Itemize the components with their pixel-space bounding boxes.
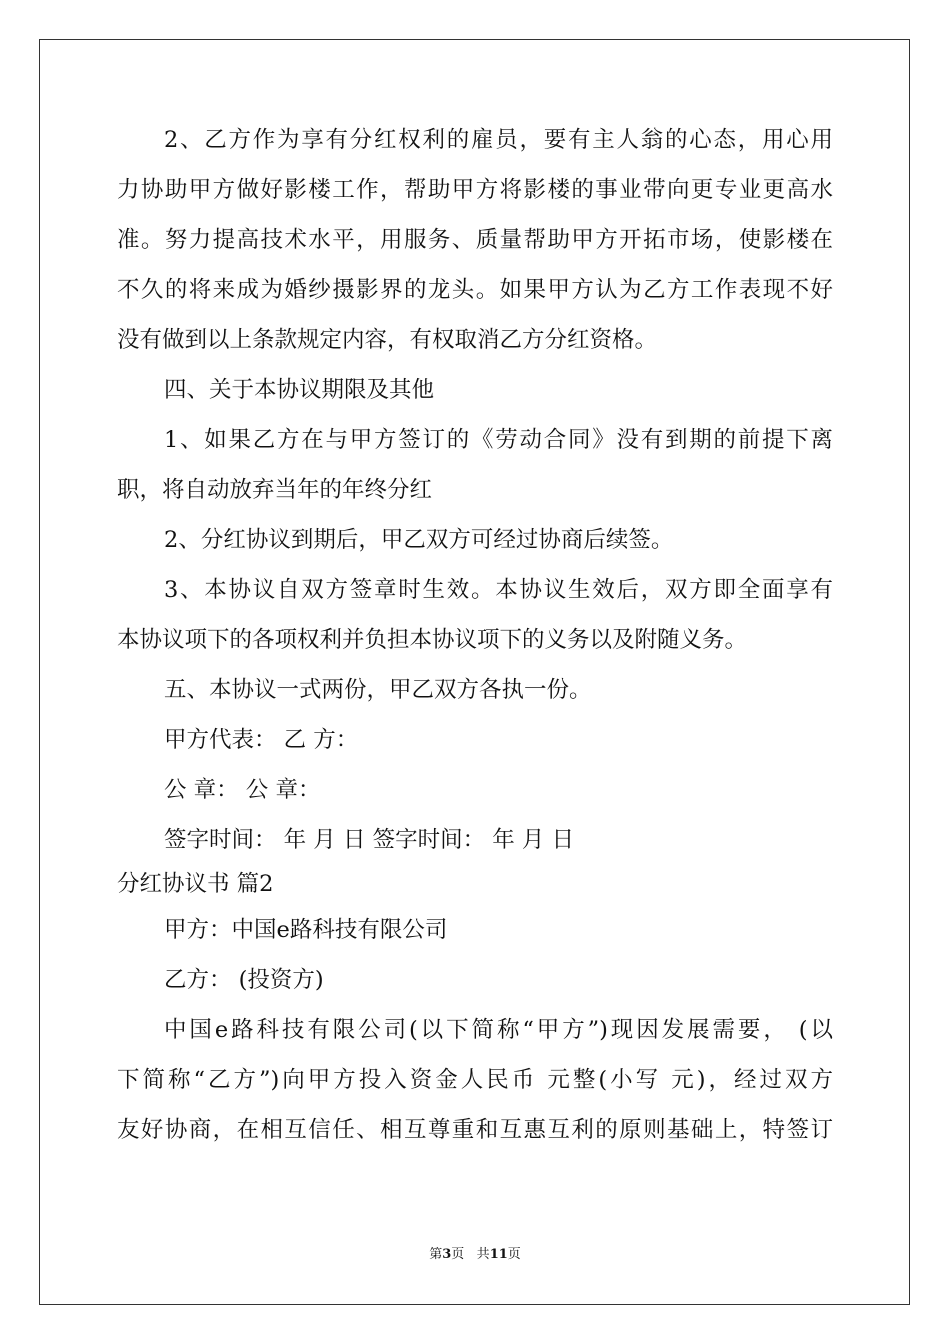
footer-total-prefix: 共 <box>476 1247 490 1262</box>
paragraph-line: 友好协商，在相互信任、相互尊重和互惠互利的原则基础上，特签订 <box>117 1117 833 1143</box>
signature-line: 甲方代表： 乙 方： <box>164 727 359 753</box>
document-title: 分红协议书 篇2 <box>117 871 274 897</box>
paragraph-line: 2、分红协议到期后，甲乙双方可经过协商后续签。 <box>164 527 674 553</box>
paragraph-line: 2、乙方作为享有分红权利的雇员，要有主人翁的心态，用心用 <box>164 127 833 153</box>
section-heading: 四、关于本协议期限及其他 <box>164 377 435 403</box>
paragraph-line: 3、本协议自双方签章时生效。本协议生效后，双方即全面享有 <box>164 577 833 603</box>
paragraph-line: 本协议项下的各项权利并负担本协议项下的义务以及附随义务。 <box>117 627 748 653</box>
page-footer <box>0 1247 950 1263</box>
footer-total-suffix: 页 <box>507 1247 521 1262</box>
section-heading: 五、本协议一式两份，甲乙双方各执一份。 <box>164 677 592 703</box>
paragraph-line: 准。努力提高技术水平，用服务、质量帮助甲方开拓市场，使影楼在 <box>117 227 833 253</box>
footer-page-suffix: 页 <box>451 1247 465 1262</box>
party-a-line: 甲方：中国e路科技有限公司 <box>164 917 448 943</box>
footer-page-number: 3 <box>442 1247 452 1262</box>
party-b-line: 乙方： (投资方) <box>164 967 324 993</box>
date-line: 签字时间： 年 月 日 签字时间： 年 月 日 <box>164 827 575 853</box>
footer-prefix: 第 <box>429 1247 443 1262</box>
paragraph-line: 下简称“乙方”)向甲方投入资金人民币 元整(小写 元)，经过双方 <box>117 1067 833 1093</box>
seal-line: 公 章： 公 章： <box>164 777 321 803</box>
paragraph-line: 中国e路科技有限公司(以下简称“甲方”)现因发展需要， (以 <box>164 1017 833 1043</box>
paragraph-line: 不久的将来成为婚纱摄影界的龙头。如果甲方认为乙方工作表现不好 <box>117 277 833 303</box>
paragraph-line: 职，将自动放弃当年的年终分红 <box>117 477 433 503</box>
paragraph-line: 没有做到以上条款规定内容，有权取消乙方分红资格。 <box>117 327 658 353</box>
paragraph-line: 1、如果乙方在与甲方签订的《劳动合同》没有到期的前提下离 <box>164 427 833 453</box>
paragraph-line: 力协助甲方做好影楼工作，帮助甲方将影楼的事业带向更专业更高水 <box>117 177 833 203</box>
footer-total-pages: 11 <box>489 1247 508 1262</box>
